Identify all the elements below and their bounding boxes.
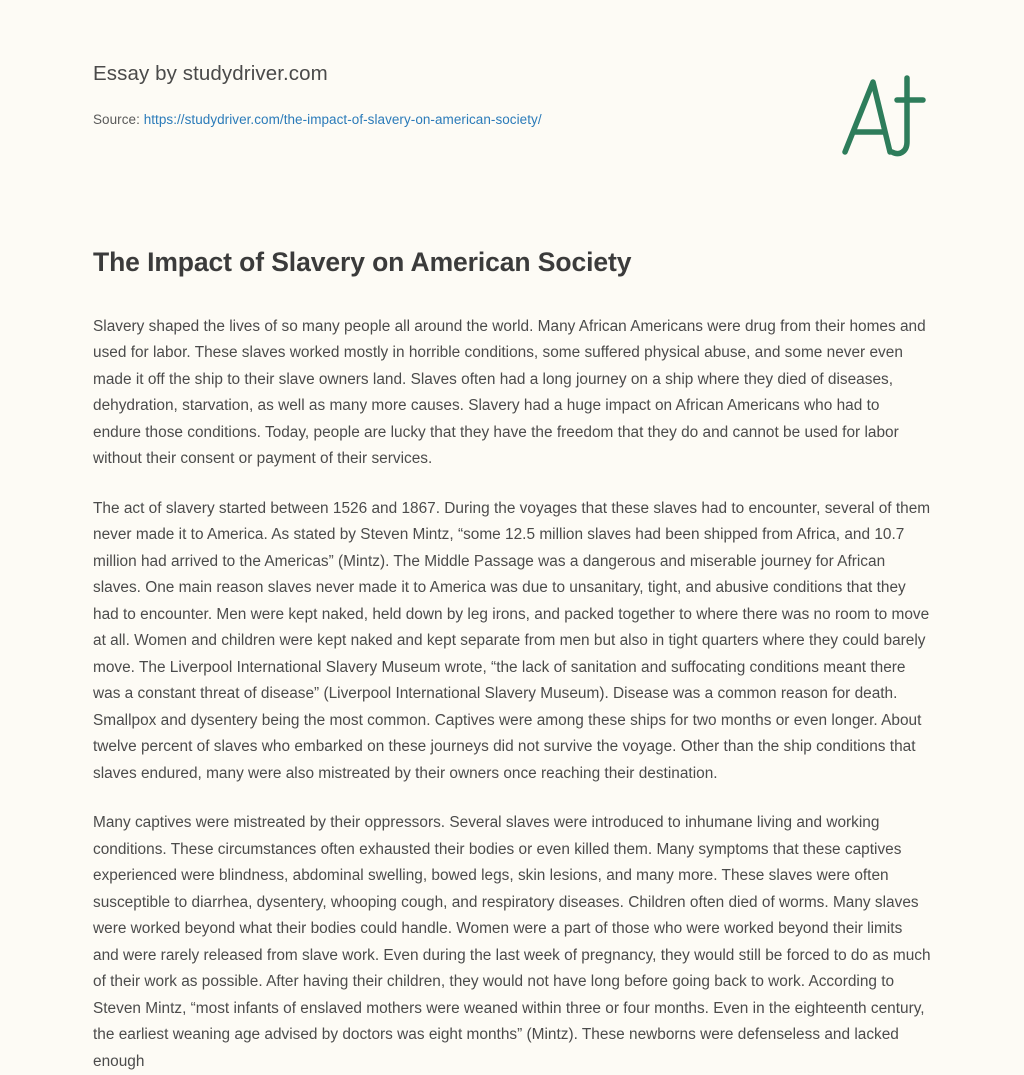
studydriver-monogram-logo: [833, 70, 941, 162]
body-paragraph: The act of slavery started between 1526 and 1867. During the voyages that these slaves had to encounter, several of them never made it to America. As stated by Steven Mintz, “some 12.5 million slaves had been shipped from Africa, and 10.7 million had arrived to the Americas” (Mintz). The Middle Passage was a dangerous and miserable journey for African slaves. One main reason slaves never made it to America was due to unsanitary, tight, and abusive conditions that they had to encounter. Men were kept naked, held down by leg irons, and packed together to where there was no room to move at all. Women and children were kept naked and kept separate from men but also in tight quarters where they could barely move. The Liverpool International Slavery Museum wrote, “the lack of sanitation and suffocating conditions meant there was a constant threat of disease” (Liverpool International Slavery Museum). Disease was a common reason for death. Smallpox and dysentery being the most common. Captives were among these ships for two months or even longer. About twelve percent of slaves who embarked on these journeys did not survive the voyage. Other than the ship conditions that slaves endured, many were also mistreated by their owners once reaching their destination.: [93, 499, 931, 782]
body-paragraph: Many captives were mistreated by their oppressors. Several slaves were introduced to inhumane living and working conditions. These circumstances often exhausted their bodies or even killed them. Many symptoms that these captives experienced were blindness, abdominal swelling, bowed legs, skin lesions, and many more. These slaves were often susceptible to diarrhea, dysentery, whooping cough, and respiratory diseases. Children often died of worms. Many slaves were worked beyond what their bodies could handle. Women were a part of those who were worked beyond their limits and were rarely released from slave work. Even during the last week of pregnancy, they would still be forced to do as much of their work as possible. After having their children, they would not have long before going back to work. According to Steven Mintz, “most infants of enslaved mothers were weaned within three or four months. Even in the eighteenth century, the earliest weaning age advised by doctors was eight months” (Mintz). These newborns were defenseless and lacked enough: [93, 814, 931, 1070]
document-body: [93, 314, 931, 1075]
essay-byline: [93, 62, 931, 86]
essay-by-prefix: Essay by: [93, 62, 183, 85]
document-header: [93, 62, 931, 127]
body-paragraph: Slavery shaped the lives of so many people all around the world. Many African Americans were drug from their homes and used for labor. These slaves worked mostly in horrible conditions, some suffered physical abuse, and some never even made it off the ship to their slave owners land. Slaves often had a long journey on a ship where they died of diseases, dehydration, starvation, as well as many more causes. Slavery had a huge impact on African Americans who had to endure those conditions. Today, people are lucky that they have the freedom that they do and cannot be used for labor without their consent or payment of their services.: [93, 318, 926, 468]
source-line: [93, 112, 931, 127]
source-url-link[interactable]: https://studydriver.com/the-impact-of-slavery-on-american-society/: [143, 112, 542, 127]
page-title: The Impact of Slavery on American Society: [93, 247, 632, 277]
source-label: Source:: [93, 112, 144, 127]
site-brand-name: studydriver.com: [182, 62, 328, 85]
